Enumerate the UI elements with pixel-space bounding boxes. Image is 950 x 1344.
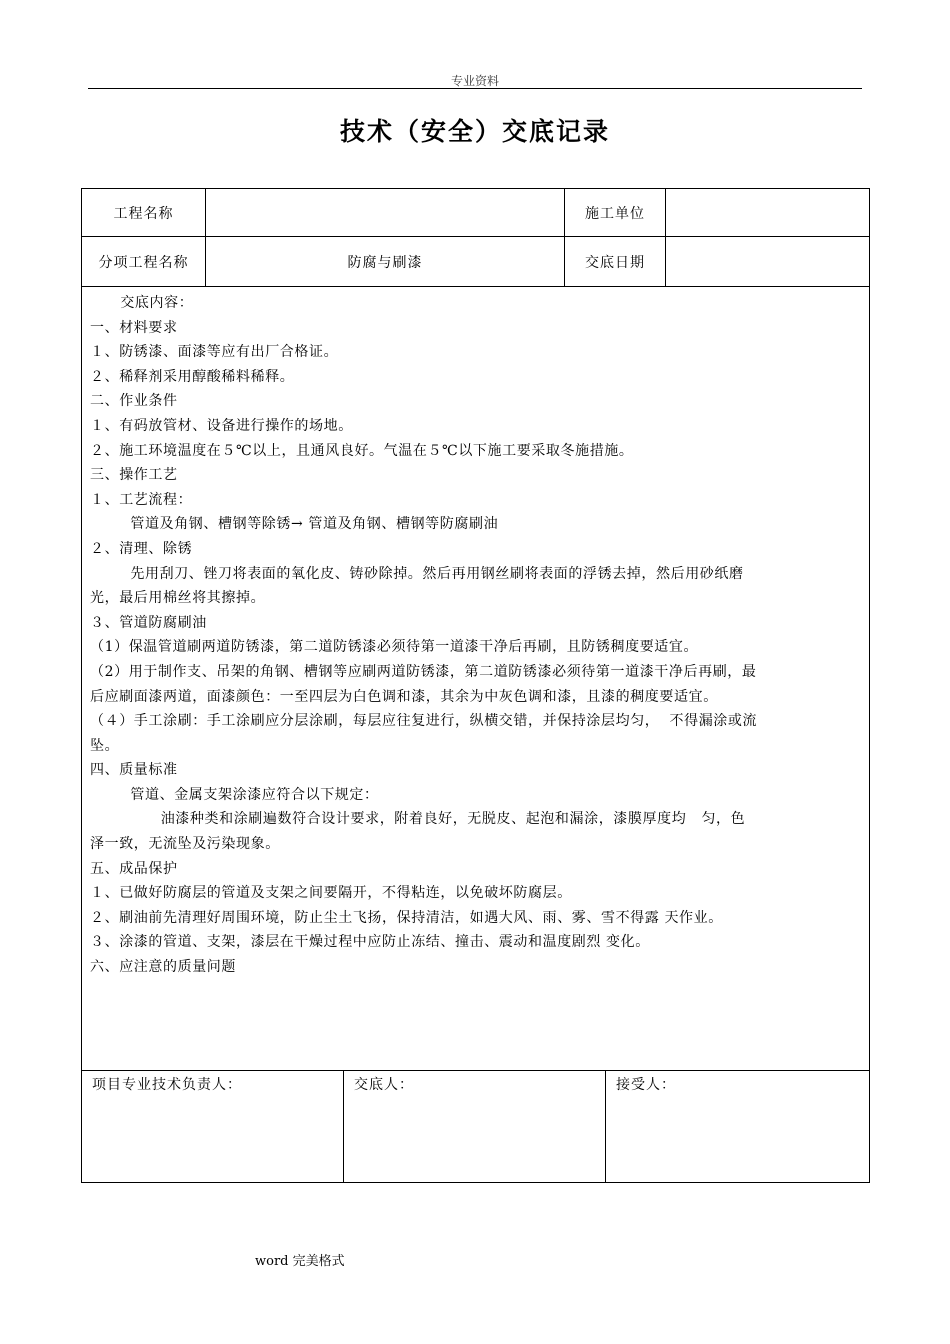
content-line: １、工艺流程： (90, 491, 193, 508)
sub-project-label: 分项工程名称 (98, 255, 189, 271)
page-header: 专业资料 (450, 74, 499, 88)
disclosure-date-label: 交底日期 (585, 255, 645, 271)
content-line: 管道、金属支架涂漆应符合以下规定： (90, 786, 379, 803)
construction-unit-label: 施工单位 (585, 206, 645, 222)
content-line: 泽一致，无流坠及污染现象。 (90, 836, 280, 853)
content-line: 二、作业条件 (90, 393, 178, 410)
column-divider (605, 1070, 606, 1183)
tech-lead-signature-label: 项目专业技术负责人： (92, 1077, 242, 1093)
content-line: 光，最后用棉丝将其擦掉。 (90, 590, 266, 607)
column-divider (343, 1070, 344, 1183)
content-line: （1）保温管道刷两道防锈漆，第二道防锈漆必须待第一道漆干净后再刷，且防锈稠度要适宜。 (90, 639, 699, 656)
content-line: ３、管道防腐刷油 (90, 614, 207, 631)
content-line: （４）手工涂刷：手工涂刷应分层涂刷，每层应往复进行，纵横交错，并保持涂层均匀， 不得漏涂或流 (90, 713, 758, 730)
content-line: １、有码放管材、设备进行操作的场地。 (90, 417, 353, 434)
content-line: 交底内容： (90, 295, 194, 311)
content-line: 五、成品保护 (90, 860, 178, 877)
row-divider (81, 1070, 870, 1071)
content-line: ２、刷油前先清理好周围环境，防止尘土飞扬，保持清洁，如遇大风、雨、雾、雪不得露 天作业。 (90, 909, 723, 926)
content-line: 坠。 (90, 737, 120, 754)
content-line: 先用刮刀、锉刀将表面的氧化皮、铸砂除掉。然后再用钢丝刷将表面的浮锈去掉，然后用砂纸磨 (90, 565, 744, 582)
content-line: ３、涂漆的管道、支架，漆层在干燥过程中应防止冻结、撞击、震动和温度剧烈 变化。 (90, 934, 650, 951)
page-footer: word 完美格式 (255, 1254, 345, 1269)
disclosure-content (90, 291, 860, 980)
content-line: 后应刷面漆两道，面漆颜色：一至四层为白色调和漆，其余为中灰色调和漆，且漆的稠度要适宜。 (90, 688, 718, 705)
content-line: （2）用于制作支、吊架的角钢、槽钢等应刷两道防锈漆，第二道防锈漆必须待第一道漆干净后再刷，最 (90, 663, 757, 680)
sub-project-value: 防腐与刷漆 (347, 255, 423, 271)
column-divider (665, 188, 666, 286)
content-line: 油漆种类和涂刷遍数符合设计要求，附着良好，无脱皮、起泡和漏涂，漆膜厚度均 匀，色 (90, 811, 746, 828)
content-line: ２、施工环境温度在５℃以上，且通风良好。气温在５℃以下施工要采取冬施措施。 (90, 442, 634, 459)
discloser-signature-label: 交底人： (354, 1077, 414, 1093)
content-line: 六、应注意的质量问题 (90, 959, 236, 976)
content-line: ２、清理、除锈 (90, 540, 193, 557)
receiver-signature-label: 接受人： (616, 1077, 676, 1093)
content-line: 四、质量标准 (90, 762, 178, 779)
project-name-label: 工程名称 (113, 206, 174, 222)
content-line: 管道及角钢、槽钢等除锈→ 管道及角钢、槽钢等防腐刷油 (90, 516, 499, 533)
content-line: １、防锈漆、面漆等应有出厂合格证。 (90, 344, 339, 361)
row-divider (81, 286, 870, 287)
row-divider (81, 236, 870, 237)
content-line: 一、材料要求 (90, 319, 178, 336)
content-line: 三、操作工艺 (90, 467, 178, 484)
content-line: ２、稀释剂采用醇酸稀料稀释。 (90, 368, 295, 385)
document-title: 技术（安全）交底记录 (339, 117, 610, 146)
header-rule (88, 88, 862, 89)
content-line: １、已做好防腐层的管道及支架之间要隔开，不得粘连，以免破坏防腐层。 (90, 885, 572, 902)
